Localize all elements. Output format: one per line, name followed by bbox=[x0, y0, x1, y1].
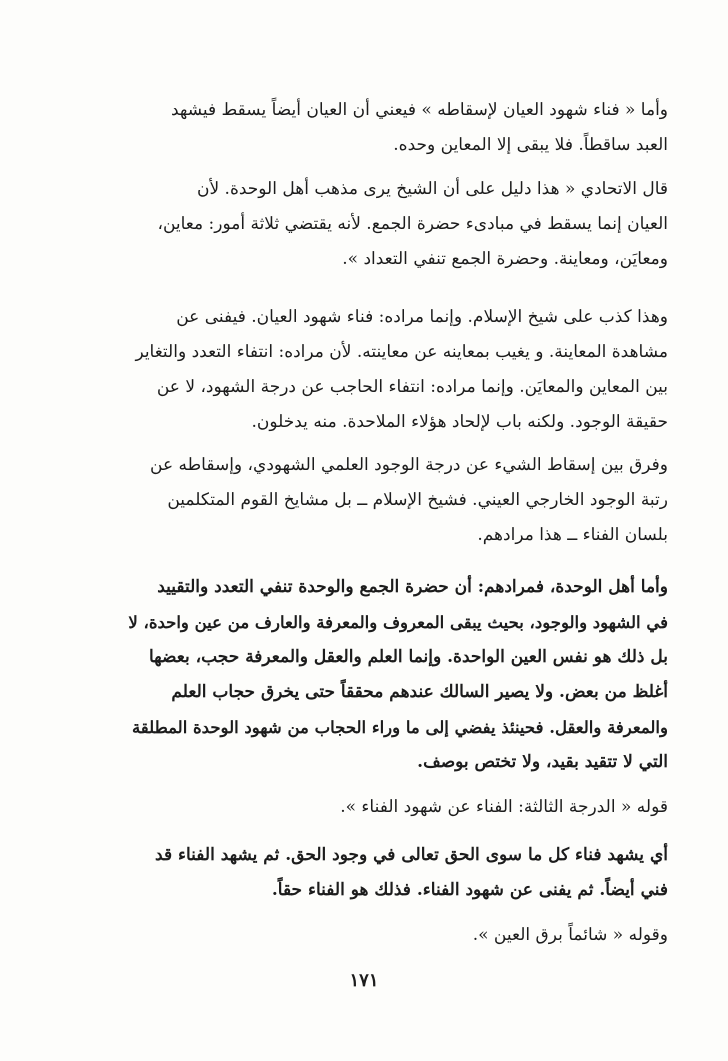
paragraph-7 bbox=[128, 838, 668, 908]
text-line: وفرق بين إسقاط الشيء عن درجة الوجود العلمي الشهودي، وإسقاطه عن bbox=[150, 455, 668, 475]
paragraph-4 bbox=[128, 448, 668, 553]
text-line: وأما « فناء شهود العيان لإسقاطه » فيعني أن العيان أيضاً يسقط فيشهد bbox=[170, 100, 668, 120]
text-line: بين المعاين والمعايَن. وإنما مراده: انتفاء الحاجب عن درجة الشهود، لا عن bbox=[156, 377, 668, 397]
paragraph-8 bbox=[128, 918, 668, 953]
text-line: وقوله « شائماً برق العين ». bbox=[472, 925, 668, 945]
text-line: قوله « الدرجة الثالثة: الفناء عن شهود الفناء ». bbox=[340, 797, 668, 817]
text-line: أغلظ من بعض. ولا يصير السالك عندهم محققاً حتى يخرق حجاب العلم bbox=[171, 682, 668, 702]
text-line: بل ذلك هو نفس العين الواحدة. وإنما العلم والعقل والمعرفة حجب، بعضها bbox=[149, 647, 668, 667]
text-line: مشاهدة المعاينة. و يغيب بمعاينه عن معاينته. لأن مراده: انتفاء التعدد والتغاير bbox=[135, 342, 668, 362]
text-line: أي يشهد فناء كل ما سوى الحق تعالى في وجود الحق. ثم يشهد الفناء قد bbox=[155, 845, 668, 865]
page-number: ١٧١ bbox=[349, 970, 379, 991]
text-line: رتبة الوجود الخارجي العيني. فشيخ الإسلام ــ بل مشايخ القوم المتكلمين bbox=[167, 490, 668, 510]
text-line: وأما أهل الوحدة، فمرادهم: أن حضرة الجمع والوحدة تنفي التعدد والتقييد bbox=[157, 577, 668, 597]
text-line: بلسان الفناء ــ هذا مرادهم. bbox=[477, 525, 668, 545]
text-line: فني أيضاً. ثم يفنى عن شهود الفناء. فذلك هو الفناء حقاً. bbox=[271, 880, 668, 900]
text-line: حقيقة الوجود. ولكنه باب لإلحاد هؤلاء الملاحدة. منه يدخلون. bbox=[251, 412, 668, 432]
text-line: والمعرفة والعقل. فحينئذ يفضي إلى ما وراء الحجاب من شهود الوحدة المطلقة bbox=[131, 718, 668, 737]
paragraph-2 bbox=[128, 172, 668, 277]
text-line: وهذا كذب على شيخ الإسلام. وإنما مراده: فناء شهود العيان. فيفنى عن bbox=[176, 307, 668, 327]
paragraph-3 bbox=[128, 300, 668, 440]
paragraph-1 bbox=[128, 93, 668, 163]
text-line: قال الاتحادي « هذا دليل على أن الشيخ يرى مذهب أهل الوحدة. لأن bbox=[196, 179, 668, 199]
text-line: التي لا تتقيد بقيد، ولا تختص بوصف. bbox=[417, 752, 668, 772]
text-line: ومعايَن، ومعاينة. وحضرة الجمع تنفي التعداد ». bbox=[342, 249, 668, 269]
text-line: العيان إنما يسقط في مبادىء حضرة الجمع. لأنه يقتضي ثلاثة أمور: معاين، bbox=[157, 214, 668, 234]
text-line: العبد ساقطاً. فلا يبقى إلا المعاين وحده. bbox=[393, 135, 668, 155]
text-line: في الشهود والوجود، بحيث يبقى المعروف والمعرفة والعارف من عين واحدة، لا bbox=[128, 613, 668, 632]
paragraph-6 bbox=[128, 790, 668, 825]
paragraph-5 bbox=[128, 570, 668, 780]
